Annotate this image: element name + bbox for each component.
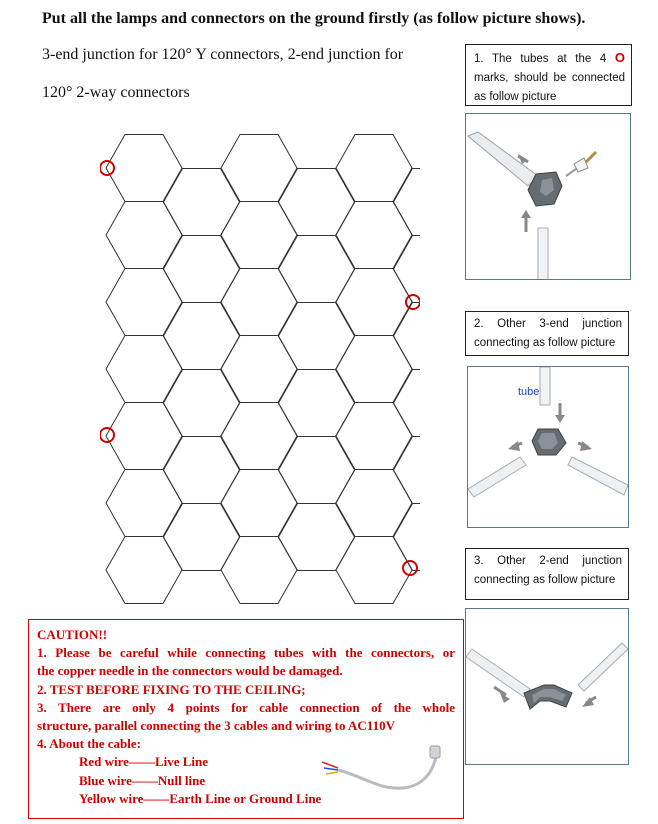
hexagon-cell xyxy=(221,470,297,537)
intro-line-1: 3-end junction for 120° Y connectors, 2-end junction for xyxy=(42,46,404,63)
caution-line: 3. There are only 4 points for cable connection of the whole xyxy=(37,699,455,715)
photo-3-end-junction xyxy=(467,366,629,528)
note-box-1 xyxy=(465,44,632,106)
hexagon-cell xyxy=(106,403,182,470)
hexagon-cell xyxy=(221,269,297,336)
hexagon-cell xyxy=(394,370,421,437)
hexagon-cell xyxy=(221,202,297,269)
hexagon-cell xyxy=(106,269,182,336)
cable-yellow-wire: Yellow wire——Earth Line or Ground Line xyxy=(79,790,322,806)
hexagon-cell xyxy=(336,269,412,336)
hexagon-cell xyxy=(394,236,421,303)
hexagon-cell xyxy=(279,437,355,504)
caution-line: structure, parallel connecting the 3 cables and wiring to AC110V xyxy=(37,718,395,734)
cable-illustration xyxy=(318,742,448,802)
hexagon-cell xyxy=(279,169,355,236)
hexagon-cell xyxy=(394,169,421,236)
hexagon-cell xyxy=(164,437,240,504)
hexagon-cell xyxy=(106,336,182,403)
cable-red-wire: Red wire——Live Line xyxy=(79,754,209,770)
photo-y-connector xyxy=(465,113,631,280)
hexagon-cell xyxy=(279,303,355,370)
hexagon-cell xyxy=(279,370,355,437)
hexagon-cell xyxy=(394,303,421,370)
hexagon-cell xyxy=(106,135,182,202)
hexagon-layout-diagram xyxy=(100,130,420,610)
hexagon-cell xyxy=(106,202,182,269)
hexagon-cell xyxy=(279,236,355,303)
hexagon-cells xyxy=(106,135,420,604)
hexagon-cell xyxy=(164,169,240,236)
hexagon-cell xyxy=(164,236,240,303)
note-2-text: 2. Other 3-end junction connecting as follow picture xyxy=(474,318,622,349)
hexagon-cell xyxy=(336,403,412,470)
hexagon-cell xyxy=(221,336,297,403)
page-title: Put all the lamps and connectors on the ground firstly (as follow picture shows). xyxy=(42,10,586,27)
hexagon-cell xyxy=(106,537,182,604)
hexagon-cell xyxy=(164,504,240,571)
tube-label: tube xyxy=(518,386,540,398)
hexagon-cell xyxy=(221,135,297,202)
caution-line: the copper needle in the connectors would be damaged. xyxy=(37,663,343,679)
hexagon-cell xyxy=(221,537,297,604)
ring-mark-symbol: O xyxy=(614,50,625,65)
caution-heading: CAUTION!! xyxy=(37,627,108,642)
connection-mark xyxy=(100,161,114,175)
hexagon-cell xyxy=(394,504,421,571)
hexagon-cell xyxy=(164,303,240,370)
note-1-text-b: marks, should be connected as follow picture xyxy=(474,72,625,103)
note-3-text: 3. Other 2-end junction connecting as follow picture xyxy=(474,555,622,586)
cable-blue-wire: Blue wire——Null line xyxy=(79,772,206,788)
caution-line: 2. TEST BEFORE FIXING TO THE CEILING; xyxy=(37,681,306,697)
hexagon-cell xyxy=(336,470,412,537)
caution-line: 4. About the cable: xyxy=(37,736,141,752)
note-1-text-a: 1. The tubes at the 4 xyxy=(474,53,607,65)
note-box-3 xyxy=(465,548,629,600)
hexagon-cell xyxy=(336,537,412,604)
intro-line-2: 120° 2-way connectors xyxy=(42,84,190,101)
note-box-2 xyxy=(465,311,629,356)
hexagon-cell xyxy=(221,403,297,470)
photo-2-end-junction xyxy=(465,608,629,765)
hexagon-cell xyxy=(106,470,182,537)
connection-marks xyxy=(100,161,420,575)
hexagon-cell xyxy=(336,202,412,269)
hexagon-cell xyxy=(394,437,421,504)
hexagon-cell xyxy=(336,336,412,403)
caution-line: 1. Please be careful while connecting tubes with the connectors, or xyxy=(37,645,455,661)
hexagon-cell xyxy=(164,370,240,437)
hexagon-cell xyxy=(279,504,355,571)
hexagon-cell xyxy=(336,135,412,202)
